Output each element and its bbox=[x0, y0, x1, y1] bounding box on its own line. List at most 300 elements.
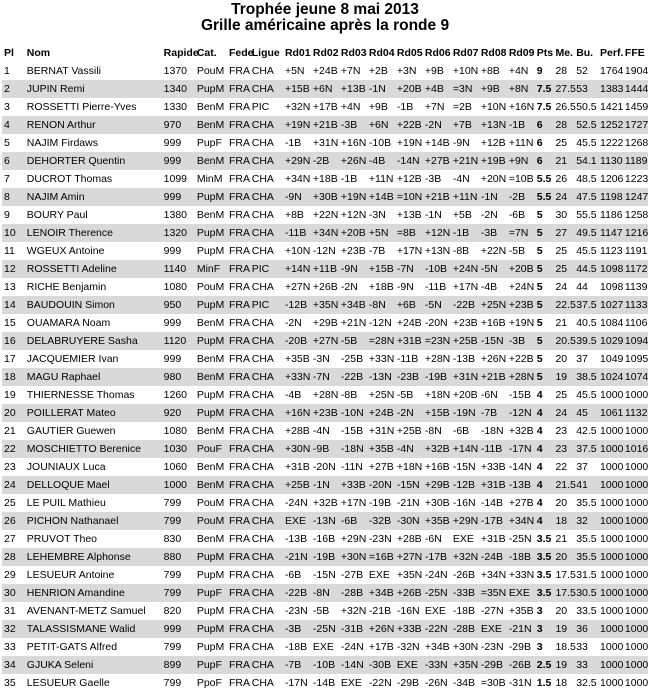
cell-federation: FRA bbox=[228, 173, 250, 185]
cell-median: 19 bbox=[553, 620, 574, 638]
cell-rank: 12 bbox=[2, 260, 25, 278]
cell-performance: 1098 bbox=[598, 260, 623, 278]
cell-round-5: +13B bbox=[396, 209, 422, 221]
cell-rank: 35 bbox=[4, 677, 16, 689]
cell-name: DEHORTER Quentin bbox=[25, 152, 162, 170]
cell-league: CHA bbox=[251, 425, 274, 437]
cell-ffe-rating: 1016 bbox=[623, 440, 648, 458]
cell-round-5: -11B bbox=[396, 353, 419, 365]
cell-median: 27 bbox=[553, 224, 574, 242]
table-row bbox=[2, 134, 648, 152]
cell-rapid-rating: 999 bbox=[162, 152, 195, 170]
cell-points: 3.5 bbox=[535, 548, 554, 566]
cell-points: 5 bbox=[535, 224, 554, 242]
cell-rapid-rating: 799 bbox=[163, 641, 182, 653]
cell-federation: FRA bbox=[227, 368, 250, 386]
cell-points: 6 bbox=[535, 152, 554, 170]
cell-rank: 24 bbox=[2, 476, 25, 494]
cell-name: MOSCHIETTO Berenice bbox=[25, 440, 162, 458]
cell-league: CHA bbox=[250, 476, 283, 494]
table-row bbox=[2, 584, 648, 602]
cell-round-6: -6N bbox=[424, 533, 442, 545]
cell-round-8: -24B bbox=[479, 548, 507, 566]
cell-round-9: -5B bbox=[508, 245, 526, 257]
cell-round-8: EXE bbox=[479, 620, 507, 638]
cell-round-5: +31B bbox=[395, 332, 423, 350]
cell-round-2: +24B bbox=[312, 65, 338, 77]
cell-median: 25 bbox=[555, 389, 568, 401]
cell-round-2: -5B bbox=[312, 605, 330, 617]
cell-rank: 28 bbox=[2, 548, 25, 566]
cell-median: 20 bbox=[555, 497, 568, 509]
cell-round-1: -3B bbox=[283, 620, 311, 638]
cell-median: 20 bbox=[555, 353, 568, 365]
cell-round-1: +33N bbox=[283, 368, 311, 386]
cell-rank: 14 bbox=[2, 296, 25, 314]
cell-round-2: +26B bbox=[312, 281, 338, 293]
cell-performance: 1061 bbox=[598, 404, 623, 422]
cell-round-8: +9B bbox=[479, 80, 507, 98]
cell-league: CHA bbox=[250, 620, 283, 638]
cell-points: 1.5 bbox=[536, 677, 552, 689]
cell-round-9: +9N bbox=[507, 152, 535, 170]
cell-round-8: =30B bbox=[480, 677, 506, 689]
cell-round-6: +29B bbox=[423, 476, 451, 494]
cell-points: 5 bbox=[536, 281, 543, 293]
cell-league: CHA bbox=[251, 353, 274, 365]
cell-performance: 1000 bbox=[598, 512, 623, 530]
cell-rank: 9 bbox=[4, 209, 10, 221]
cell-ffe-rating: 1000 bbox=[624, 605, 649, 617]
cell-federation: FRA bbox=[227, 80, 250, 98]
cell-points: 4 bbox=[536, 461, 543, 473]
cell-round-4: -23N bbox=[368, 533, 392, 545]
cell-median: 25 bbox=[553, 260, 574, 278]
cell-league: CHA bbox=[251, 677, 274, 689]
cell-round-7: +11N bbox=[451, 188, 479, 206]
cell-points: 4 bbox=[535, 476, 554, 494]
cell-round-6: -2N bbox=[423, 116, 451, 134]
cell-round-9: =10B bbox=[508, 173, 534, 185]
cell-points: 5 bbox=[535, 296, 554, 314]
cell-round-6: +28N bbox=[424, 353, 451, 365]
cell-performance: 1000 bbox=[600, 461, 624, 473]
cell-performance: 1252 bbox=[598, 116, 623, 134]
standings-subtitle: Grille américaine après la ronde 9 bbox=[200, 17, 450, 34]
cell-round-4: +6N bbox=[367, 116, 395, 134]
cell-buchholz: 49.5 bbox=[574, 224, 598, 242]
cell-round-3: -5B bbox=[339, 332, 367, 350]
cell-round-9: -26B bbox=[507, 656, 535, 674]
cell-ffe-rating: 1000 bbox=[623, 476, 648, 494]
cell-median: 26 bbox=[555, 173, 568, 185]
cell-federation: FRA bbox=[228, 425, 250, 437]
cell-round-2: -8N bbox=[311, 584, 339, 602]
cell-round-2: +32B bbox=[312, 497, 338, 509]
cell-buchholz: 44.5 bbox=[574, 260, 598, 278]
column-header-round-2: Rd02 bbox=[312, 47, 339, 59]
cell-federation: FRA bbox=[228, 65, 250, 77]
cell-round-9: +20B bbox=[507, 260, 535, 278]
cell-round-3: +32N bbox=[340, 605, 367, 617]
cell-round-8: +34N bbox=[480, 569, 507, 581]
cell-round-6: +18N bbox=[424, 389, 451, 401]
cell-buchholz: 36 bbox=[574, 620, 598, 638]
cell-rapid-rating: 1030 bbox=[162, 440, 195, 458]
cell-name: THIERNESSE Thomas bbox=[26, 389, 135, 401]
cell-round-3: -2N bbox=[340, 281, 358, 293]
cell-round-4: =16B bbox=[367, 548, 395, 566]
cell-points: 5 bbox=[536, 209, 543, 221]
cell-round-8: -15N bbox=[479, 332, 507, 350]
cell-performance: 1000 bbox=[598, 620, 623, 638]
cell-rapid-rating: 880 bbox=[162, 548, 195, 566]
cell-round-5: -30N bbox=[395, 512, 423, 530]
column-header-ffe-rating: FFE bbox=[624, 47, 645, 59]
cell-buchholz: 35.5 bbox=[576, 497, 597, 509]
cell-round-5: =10N bbox=[395, 188, 423, 206]
cell-performance: 1147 bbox=[598, 224, 623, 242]
cell-round-5: -29B bbox=[396, 677, 420, 689]
cell-round-2: +18B bbox=[312, 173, 338, 185]
cell-ffe-rating: 1223 bbox=[624, 173, 649, 185]
cell-round-5: -16N bbox=[396, 605, 420, 617]
cell-buchholz: 47.5 bbox=[574, 188, 598, 206]
cell-round-1: +14N bbox=[283, 260, 311, 278]
cell-rapid-rating: 1120 bbox=[162, 332, 195, 350]
cell-category: PupM bbox=[195, 188, 227, 206]
cell-round-2: +27N bbox=[311, 332, 339, 350]
cell-round-4: -32B bbox=[367, 512, 395, 530]
cell-round-7: -1B bbox=[451, 224, 479, 242]
cell-league: CHA bbox=[250, 116, 283, 134]
cell-round-3: +17N bbox=[340, 497, 367, 509]
cell-points: 7.5 bbox=[536, 101, 552, 113]
cell-round-2: -12N bbox=[312, 245, 336, 257]
cell-round-7: -12B bbox=[451, 476, 479, 494]
cell-rapid-rating: 799 bbox=[163, 569, 182, 581]
cell-name: BERNAT Vassili bbox=[26, 65, 101, 77]
cell-name: GJUKA Seleni bbox=[25, 656, 162, 674]
table-row bbox=[2, 242, 648, 260]
cell-buchholz: 41 bbox=[574, 476, 598, 494]
cell-rank: 11 bbox=[4, 245, 15, 257]
cell-round-1: -9N bbox=[283, 188, 311, 206]
cell-ffe-rating: 1000 bbox=[624, 425, 649, 437]
cell-round-1: -21N bbox=[283, 548, 311, 566]
cell-category: PpoF bbox=[196, 677, 222, 689]
cell-rank: 6 bbox=[2, 152, 25, 170]
header-row bbox=[2, 44, 648, 62]
table-row bbox=[2, 386, 648, 404]
cell-round-9: +35B bbox=[508, 605, 534, 617]
cell-round-9: -29B bbox=[508, 641, 531, 653]
cell-round-2: -25N bbox=[311, 620, 339, 638]
cell-round-5: +3N bbox=[396, 65, 417, 77]
cell-buchholz: 37 bbox=[576, 461, 588, 473]
cell-performance: 1000 bbox=[598, 440, 623, 458]
cell-round-5: +18N bbox=[396, 461, 423, 473]
cell-round-3: +30N bbox=[339, 548, 367, 566]
cell-league: CHA bbox=[250, 584, 283, 602]
cell-round-3: -18N bbox=[339, 440, 367, 458]
cell-round-3: +12N bbox=[340, 209, 367, 221]
cell-buchholz: 40.5 bbox=[576, 317, 597, 329]
cell-buchholz: 38.5 bbox=[574, 368, 598, 386]
table-row bbox=[2, 548, 648, 566]
column-header-rank: Pl bbox=[4, 47, 14, 59]
cell-round-6: =23N bbox=[423, 332, 451, 350]
cell-rank: 15 bbox=[4, 317, 16, 329]
cell-category: PouM bbox=[196, 65, 225, 77]
cell-round-4: +18B bbox=[368, 281, 394, 293]
cell-round-5: -14N bbox=[395, 152, 423, 170]
cell-league: CHA bbox=[250, 656, 283, 674]
cell-category: PupM bbox=[195, 80, 227, 98]
cell-ffe-rating: 1258 bbox=[624, 209, 649, 221]
cell-round-6: -22N bbox=[423, 620, 451, 638]
cell-ffe-rating: 1444 bbox=[623, 80, 648, 98]
cell-performance: 1000 bbox=[600, 569, 624, 581]
table-row bbox=[2, 296, 648, 314]
cell-federation: FRA bbox=[228, 245, 250, 257]
cell-round-8: -3B bbox=[479, 224, 507, 242]
cell-federation: FRA bbox=[227, 224, 250, 242]
table-row bbox=[2, 188, 648, 206]
cell-round-1: +29N bbox=[283, 152, 311, 170]
cell-buchholz: 52 bbox=[576, 65, 588, 77]
cell-round-5: +22B bbox=[395, 116, 423, 134]
table-row bbox=[2, 332, 648, 350]
cell-points: 6 bbox=[535, 116, 554, 134]
cell-round-6: -3B bbox=[424, 173, 442, 185]
cell-round-6: -1N bbox=[424, 209, 442, 221]
cell-rank: 2 bbox=[2, 80, 25, 98]
column-header-round-7: Rd07 bbox=[452, 47, 479, 59]
standings-table bbox=[2, 44, 648, 692]
cell-round-8: +31B bbox=[480, 533, 506, 545]
cell-round-7: -13B bbox=[452, 353, 476, 365]
table-row bbox=[2, 512, 648, 530]
cell-round-7: +20B bbox=[452, 389, 478, 401]
cell-round-6: +14B bbox=[424, 137, 450, 149]
cell-league: CHA bbox=[251, 137, 274, 149]
cell-round-3: +23B bbox=[340, 245, 366, 257]
cell-round-7: -33B bbox=[451, 584, 479, 602]
cell-round-1: +32N bbox=[284, 101, 311, 113]
cell-name: LESUEUR Gaelle bbox=[26, 677, 110, 689]
cell-rapid-rating: 799 bbox=[163, 677, 182, 689]
cell-round-8: +13N bbox=[479, 116, 507, 134]
cell-median: 25 bbox=[555, 137, 568, 149]
cell-round-3: EXE bbox=[340, 677, 362, 689]
cell-round-4: EXE bbox=[368, 569, 390, 581]
cell-round-2: +11B bbox=[311, 260, 339, 278]
cell-round-9: +32B bbox=[508, 425, 534, 437]
cell-buchholz: 33 bbox=[574, 656, 598, 674]
cell-round-6: +9B bbox=[424, 65, 444, 77]
cell-round-8: +16B bbox=[480, 317, 506, 329]
cell-round-2: +29B bbox=[312, 317, 338, 329]
cell-round-9: +33N bbox=[508, 569, 535, 581]
cell-round-4: -12N bbox=[368, 317, 392, 329]
cell-median: 21 bbox=[553, 152, 574, 170]
cell-median: 22 bbox=[555, 461, 568, 473]
cell-round-8: -29B bbox=[479, 656, 507, 674]
cell-round-7: +25B bbox=[451, 332, 479, 350]
cell-round-8: +25N bbox=[479, 296, 507, 314]
cell-category: BenM bbox=[195, 152, 227, 170]
cell-round-8: -1N bbox=[479, 188, 507, 206]
cell-round-1: -4B bbox=[284, 389, 302, 401]
column-header-performance: Perf. bbox=[600, 47, 624, 59]
cell-performance: 1130 bbox=[598, 152, 623, 170]
table-row bbox=[2, 530, 648, 548]
cell-round-2: +22N bbox=[312, 209, 339, 221]
cell-performance: 1098 bbox=[600, 281, 624, 293]
cell-rapid-rating: 1370 bbox=[163, 65, 188, 77]
cell-round-2: +30B bbox=[311, 188, 339, 206]
table-row bbox=[2, 602, 648, 620]
cell-category: PouM bbox=[196, 497, 225, 509]
cell-buchholz: 45.5 bbox=[576, 245, 597, 257]
table-row bbox=[2, 458, 648, 476]
cell-league: CHA bbox=[250, 152, 283, 170]
cell-federation: FRA bbox=[228, 677, 250, 689]
cell-round-3: +33B bbox=[339, 476, 367, 494]
table-row bbox=[2, 566, 648, 584]
cell-buchholz: 45.5 bbox=[576, 389, 597, 401]
cell-round-3: -3B bbox=[339, 116, 367, 134]
cell-round-1: +19N bbox=[283, 116, 311, 134]
cell-rank: 23 bbox=[4, 461, 16, 473]
cell-round-2: -15N bbox=[312, 569, 336, 581]
table-row bbox=[2, 656, 648, 674]
cell-round-9: -18B bbox=[507, 548, 535, 566]
cell-name: DELLOQUE Mael bbox=[25, 476, 162, 494]
cell-federation: FRA bbox=[228, 497, 250, 509]
cell-round-1: -17N bbox=[284, 677, 308, 689]
cell-round-7: -4N bbox=[452, 173, 470, 185]
cell-round-2: +28N bbox=[312, 389, 339, 401]
cell-rank: 17 bbox=[4, 353, 16, 365]
cell-round-6: +21B bbox=[423, 188, 451, 206]
cell-median: 20 bbox=[555, 605, 568, 617]
cell-ffe-rating: 1000 bbox=[624, 641, 649, 653]
cell-points: 5 bbox=[536, 353, 543, 365]
cell-rank: 1 bbox=[4, 65, 10, 77]
cell-rank: 34 bbox=[2, 656, 25, 674]
cell-performance: 1000 bbox=[598, 548, 623, 566]
cell-round-7: -8B bbox=[452, 245, 470, 257]
cell-round-7: +35N bbox=[451, 656, 479, 674]
cell-round-6: +30B bbox=[424, 497, 450, 509]
cell-buchholz: 54.1 bbox=[574, 152, 598, 170]
cell-performance: 1029 bbox=[598, 332, 623, 350]
cell-performance: 1049 bbox=[600, 353, 624, 365]
cell-rapid-rating: 999 bbox=[162, 620, 195, 638]
cell-round-9: +23B bbox=[507, 296, 535, 314]
cell-rapid-rating: 980 bbox=[162, 368, 195, 386]
cell-round-4: +5N bbox=[367, 224, 395, 242]
cell-round-6: EXE bbox=[424, 605, 446, 617]
cell-round-3: -10N bbox=[339, 404, 367, 422]
cell-round-7: -15N bbox=[452, 461, 476, 473]
cell-round-9: -3B bbox=[507, 332, 535, 350]
cell-ffe-rating: 1095 bbox=[624, 353, 649, 365]
cell-round-6: +34B bbox=[424, 641, 450, 653]
cell-round-5: EXE bbox=[395, 656, 423, 674]
cell-round-5: +35N bbox=[396, 569, 423, 581]
cell-name: PRUVOT Theo bbox=[26, 533, 98, 545]
table-row bbox=[2, 440, 648, 458]
cell-round-9: +24N bbox=[508, 281, 535, 293]
cell-round-6: -19B bbox=[423, 368, 451, 386]
cell-median: 22.5 bbox=[553, 296, 574, 314]
cell-federation: FRA bbox=[228, 569, 250, 581]
cell-round-6: -5N bbox=[423, 296, 451, 314]
cell-federation: FRA bbox=[228, 389, 250, 401]
cell-name: NAJIM Firdaws bbox=[26, 137, 98, 149]
cell-median: 19 bbox=[553, 368, 574, 386]
cell-performance: 1027 bbox=[598, 296, 623, 314]
cell-rank: 26 bbox=[2, 512, 25, 530]
cell-points: 3 bbox=[536, 641, 543, 653]
cell-federation: FRA bbox=[227, 548, 250, 566]
cell-rank: 16 bbox=[2, 332, 25, 350]
cell-federation: FRA bbox=[228, 353, 250, 365]
cell-buchholz: 35.5 bbox=[576, 533, 597, 545]
table-row bbox=[2, 98, 648, 116]
cell-name: AVENANT-METZ Samuel bbox=[26, 605, 146, 617]
cell-round-7: EXE bbox=[452, 533, 474, 545]
cell-round-3: +13B bbox=[339, 80, 367, 98]
cell-round-2: +17B bbox=[312, 101, 338, 113]
cell-median: 17.5 bbox=[555, 569, 576, 581]
cell-round-3: +21N bbox=[340, 317, 367, 329]
cell-round-2: -4N bbox=[312, 425, 330, 437]
cell-ffe-rating: 1000 bbox=[624, 533, 649, 545]
cell-category: PupM bbox=[195, 296, 227, 314]
cell-points: 5 bbox=[535, 260, 554, 278]
cell-round-3: -11N bbox=[340, 461, 363, 473]
cell-ffe-rating: 1074 bbox=[623, 368, 648, 386]
cell-rapid-rating: 970 bbox=[162, 116, 195, 134]
cell-round-8: +20N bbox=[480, 173, 507, 185]
cell-performance: 1000 bbox=[600, 533, 624, 545]
cell-federation: FRA bbox=[228, 641, 250, 653]
tournament-title: Trophée jeune 8 mai 2013 bbox=[231, 1, 419, 18]
cell-league: CHA bbox=[250, 440, 283, 458]
cell-round-6: -17B bbox=[423, 548, 451, 566]
cell-round-7: +31N bbox=[451, 368, 479, 386]
cell-category: PupM bbox=[196, 605, 225, 617]
cell-buchholz: 33.5 bbox=[576, 605, 597, 617]
cell-ffe-rating: 1000 bbox=[623, 656, 648, 674]
cell-federation: FRA bbox=[227, 116, 250, 134]
cell-points: 5 bbox=[535, 368, 554, 386]
cell-round-6: -20N bbox=[424, 317, 448, 329]
cell-round-7: +14N bbox=[451, 440, 479, 458]
cell-name: BOURY Paul bbox=[26, 209, 88, 221]
cell-round-4: -20N bbox=[367, 476, 395, 494]
cell-federation: FRA bbox=[227, 584, 250, 602]
cell-round-8: -17B bbox=[479, 512, 507, 530]
cell-median: 18 bbox=[553, 512, 574, 530]
cell-rank: 7 bbox=[4, 173, 10, 185]
cell-median: 28 bbox=[553, 116, 574, 134]
cell-median: 24 bbox=[553, 404, 574, 422]
